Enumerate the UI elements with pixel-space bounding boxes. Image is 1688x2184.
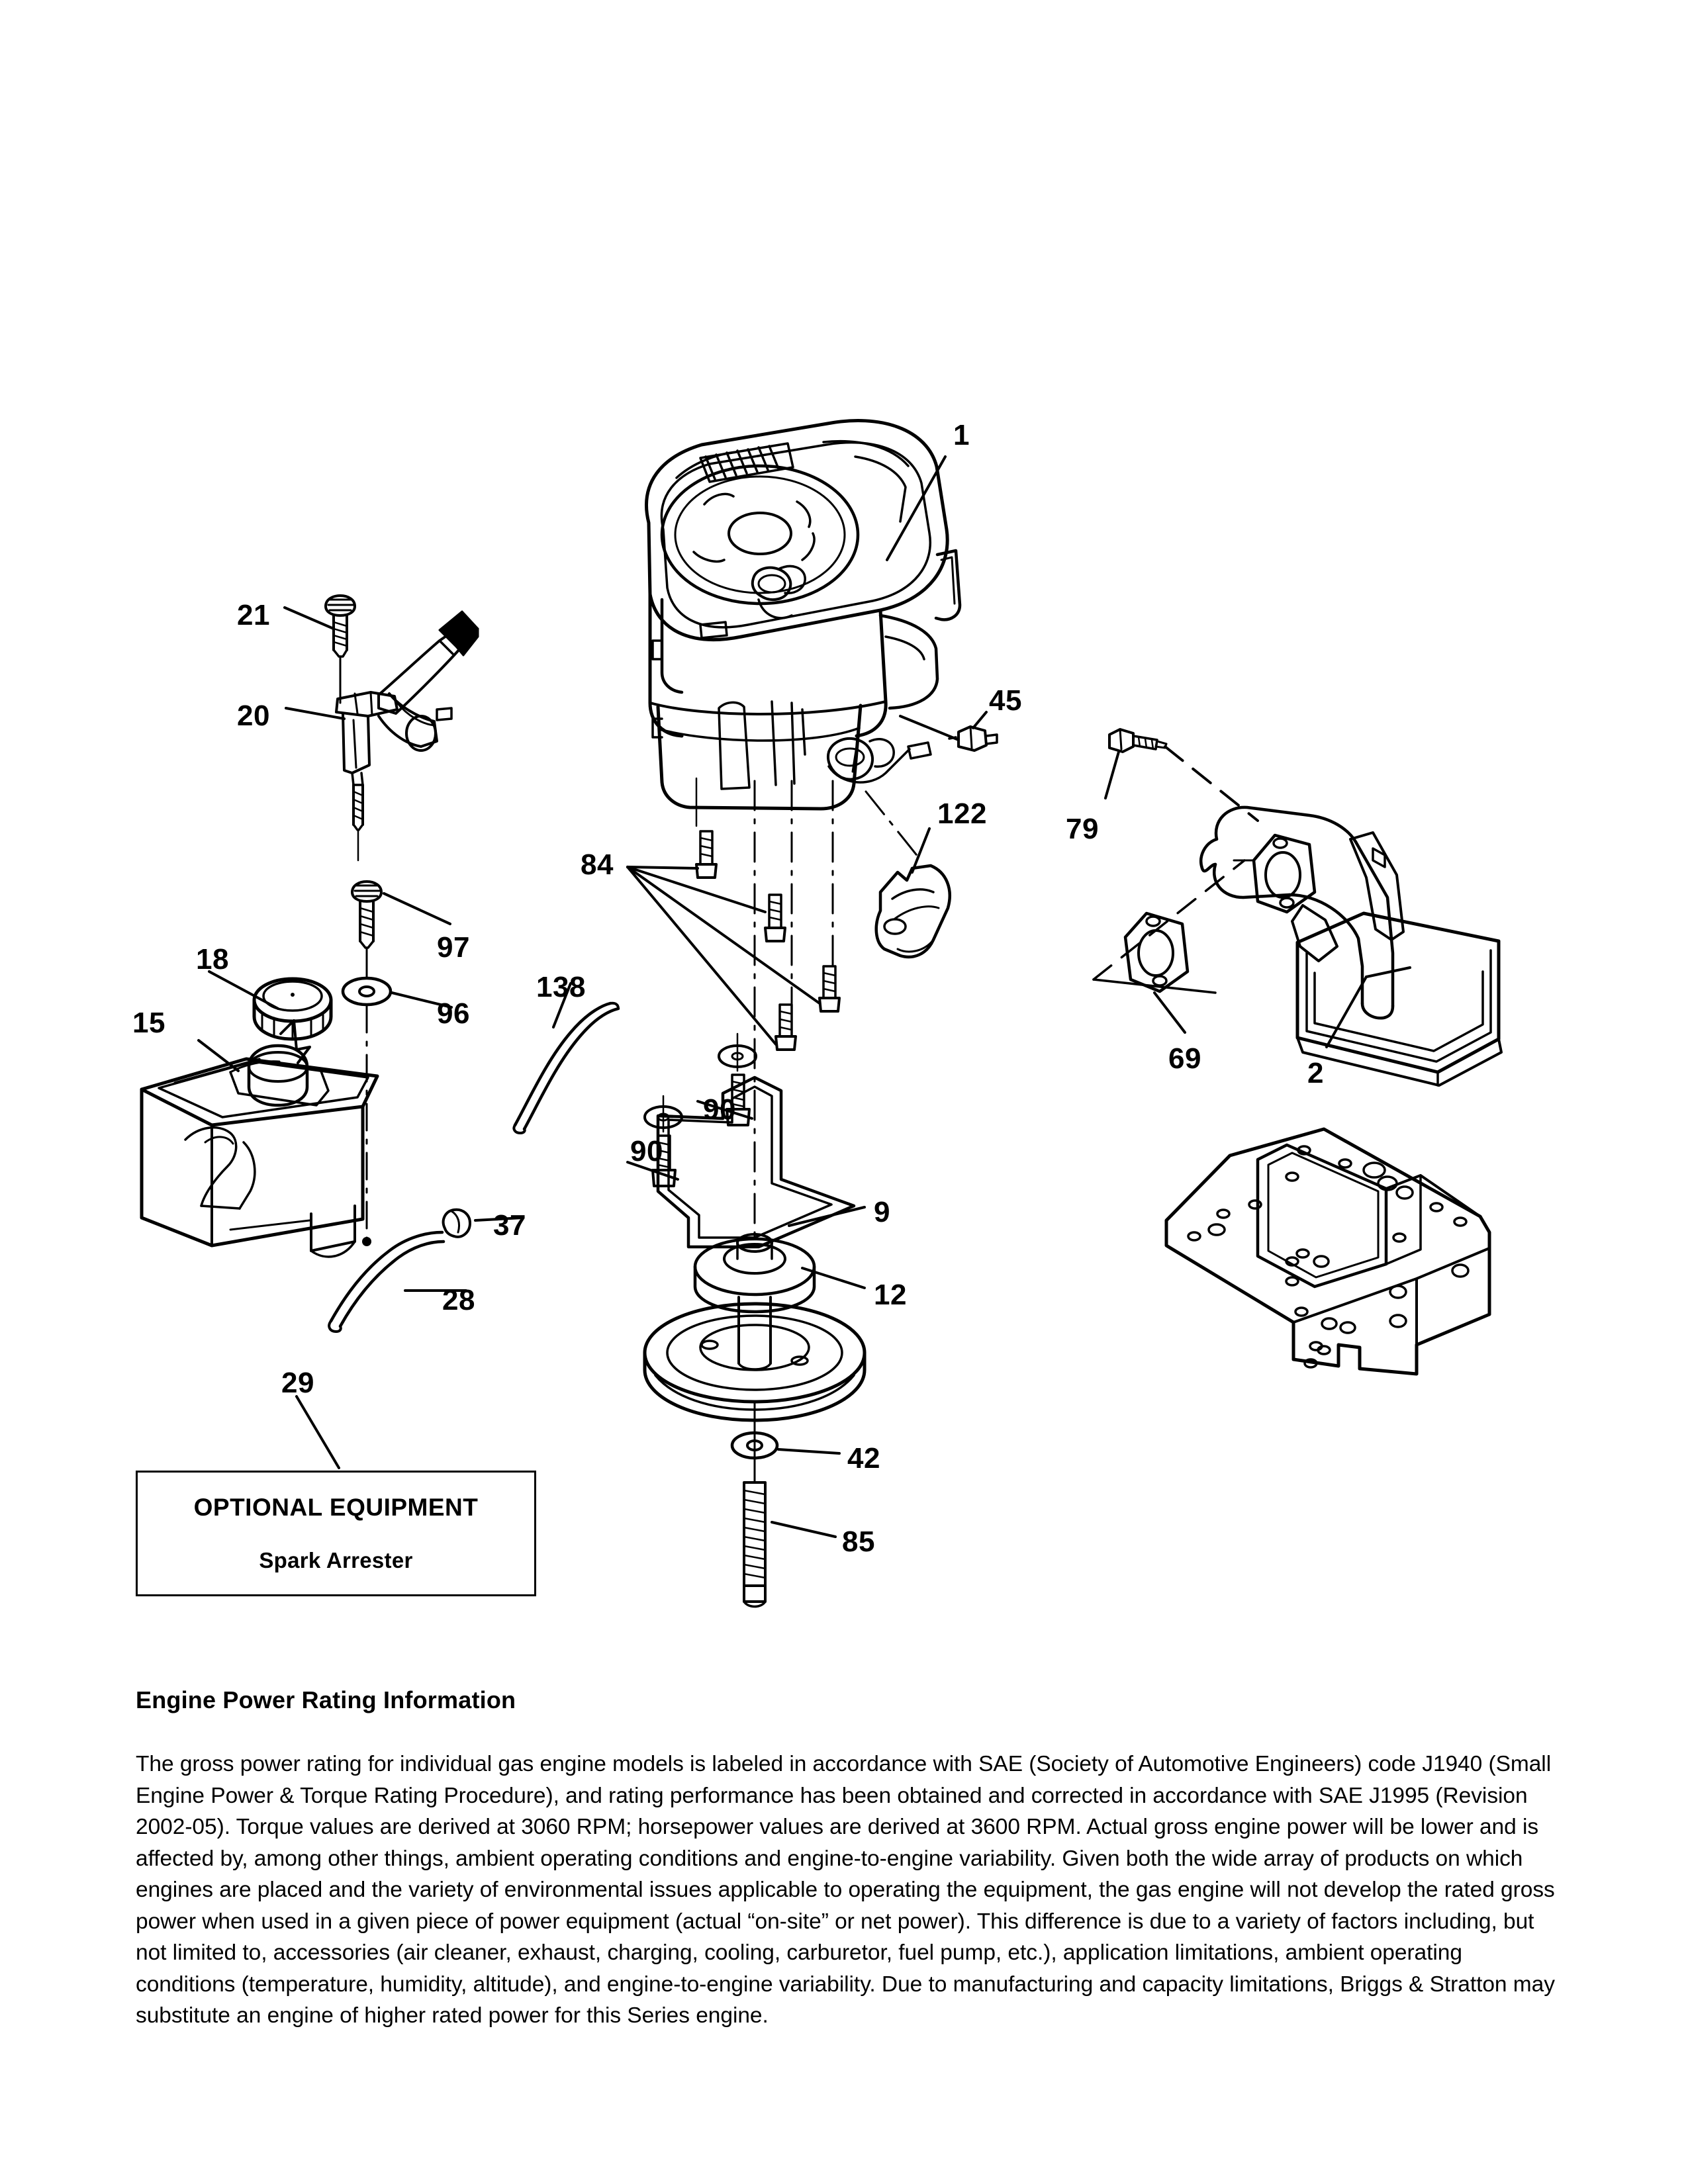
callout-9: 9 bbox=[874, 1196, 890, 1228]
section-heading: Engine Power Rating Information bbox=[136, 1686, 516, 1713]
callout-37: 37 bbox=[493, 1209, 526, 1242]
callout-84: 84 bbox=[581, 848, 614, 881]
callout-42: 42 bbox=[847, 1442, 880, 1475]
callout-79: 79 bbox=[1066, 813, 1099, 845]
fuel-cap-illustration bbox=[254, 979, 331, 1039]
optional-equipment-subtitle: Spark Arrester bbox=[259, 1548, 413, 1572]
engine-illustration bbox=[647, 421, 960, 809]
throttle-control-illustration bbox=[326, 596, 478, 860]
optional-equipment-box bbox=[136, 1471, 536, 1596]
washer-42-screw-85-illustration bbox=[732, 1433, 777, 1607]
callout-20: 20 bbox=[237, 700, 270, 732]
callout-97: 97 bbox=[437, 931, 470, 964]
callout-15: 15 bbox=[132, 1007, 165, 1039]
callout-138: 138 bbox=[536, 971, 586, 1003]
callout-1: 1 bbox=[953, 419, 970, 451]
callout-69: 69 bbox=[1168, 1042, 1201, 1075]
fuel-line-138-illustration bbox=[514, 1003, 618, 1133]
callout-96: 96 bbox=[437, 997, 470, 1030]
callout-122: 122 bbox=[937, 797, 987, 830]
callout-21: 21 bbox=[237, 599, 270, 631]
callout-28: 28 bbox=[442, 1284, 475, 1316]
engine-power-rating-section bbox=[136, 1686, 1556, 2032]
screw-97-washer-96-illustration bbox=[343, 882, 391, 1246]
fuel-tank-illustration bbox=[142, 1021, 377, 1257]
optional-equipment-title: OPTIONAL EQUIPMENT bbox=[193, 1494, 479, 1521]
callout-18: 18 bbox=[196, 943, 229, 976]
callout-90-lower: 90 bbox=[630, 1135, 663, 1167]
bolt-79-illustration bbox=[1109, 729, 1166, 752]
gasket-69-illustration bbox=[1125, 913, 1188, 991]
callout-85: 85 bbox=[842, 1525, 875, 1558]
muffler-illustration bbox=[1201, 807, 1501, 1085]
mounting-plate-illustration bbox=[1166, 1129, 1489, 1374]
callout-12: 12 bbox=[874, 1279, 907, 1311]
callout-29: 29 bbox=[281, 1367, 314, 1399]
callout-90-upper: 90 bbox=[703, 1093, 736, 1126]
heat-shield-illustration bbox=[876, 866, 950, 957]
screws-84-illustration bbox=[696, 778, 839, 1050]
section-paragraph: The gross power rating for individual gas engine models is labeled in accordance with SAE (Society of Automotive Engineers) code J1940 (Small Engine Power & Torque Rating Procedure), and rating performance has been obtained and corrected in accordance with SAE J1995 (Revision 2002-05). Torque values are derived at 3060 RPM; horsepower values are derived at 3600 RPM. Actual gross engine power will be lower and is affected by, among other things, ambient operating conditions and engine-to-engine variability. Given both the wide array of products on which engines are placed and the variety of environmental issues applicable to operating the equipment, the gas engine will not develop the rated gross power when used in a given piece of power equipment (actual “on-site” or net power). This difference is due to a variety of factors including, but not limited to, accessories (air cleaner, exhaust, charging, cooling, carburetor, fuel pump, etc.), application limitations, ambient operating conditions (temperature, humidity, altitude), and engine-to-engine variability. Due to manufacturing and capacity limitations, Briggs & Stratton may substitute an engine of higher rated power for this Series engine. bbox=[136, 1752, 1555, 2028]
callout-2: 2 bbox=[1307, 1057, 1324, 1089]
callout-45: 45 bbox=[989, 684, 1022, 717]
